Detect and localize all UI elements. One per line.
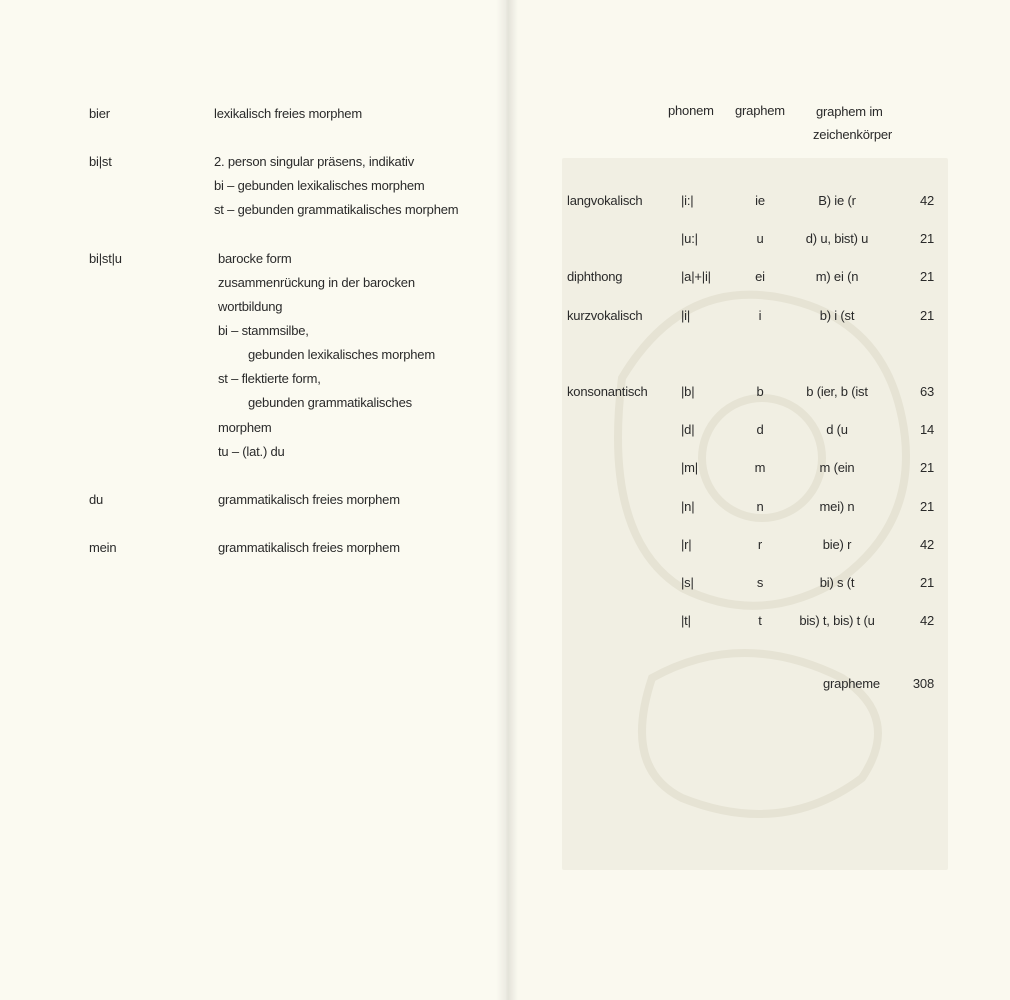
row-count: 21: [919, 308, 934, 323]
book-gutter: [496, 0, 518, 1000]
entry-word-bistu: bi|st|u: [89, 251, 122, 266]
header-graphem: graphem: [735, 103, 785, 118]
row-phonem: |d|: [681, 422, 695, 437]
row-zeichen: m (ein: [819, 460, 855, 475]
row-graphem: s: [756, 575, 764, 590]
row-count: 42: [919, 613, 934, 628]
row-phonem: |a|+|i|: [681, 269, 711, 284]
entry-desc-line: 2. person singular präsens, indikativ: [214, 154, 414, 169]
row-phonem: |m|: [681, 460, 698, 475]
row-graphem: t: [758, 613, 762, 628]
row-phonem: |i|: [681, 308, 691, 323]
entry-word-bist: bi|st: [89, 154, 112, 169]
row-category: diphthong: [567, 269, 623, 284]
row-phonem: |r|: [681, 537, 692, 552]
entry-desc-line: bi – gebunden lexikalisches morphem: [214, 178, 425, 193]
row-zeichen: mei) n: [819, 499, 855, 514]
print-through-woodcut: [562, 158, 948, 870]
entry-desc-line: morphem: [218, 420, 272, 435]
entry-desc-line: gebunden lexikalisches morphem: [248, 347, 435, 362]
header-graphem-im: graphem im: [816, 104, 883, 119]
header-phonem: phonem: [668, 103, 714, 118]
entry-word-mein: mein: [89, 540, 117, 555]
row-graphem: u: [756, 231, 764, 246]
row-zeichen: b (ier, b (ist: [806, 384, 868, 399]
woodcut-image: [562, 158, 948, 870]
row-count: 42: [919, 193, 934, 208]
row-zeichen: bie) r: [822, 537, 852, 552]
row-zeichen: d (u: [826, 422, 848, 437]
row-count: 63: [919, 384, 934, 399]
row-zeichen: d) u, bist) u: [805, 231, 869, 246]
entry-desc-line: gebunden grammatikalisches: [248, 395, 412, 410]
entry-desc-line: tu – (lat.) du: [218, 444, 285, 459]
entry-desc-line: st – gebunden grammatikalisches morphem: [214, 202, 459, 217]
row-phonem: |s|: [681, 575, 694, 590]
row-graphem: n: [756, 499, 764, 514]
row-category: langvokalisch: [567, 193, 643, 208]
row-graphem: b: [756, 384, 764, 399]
row-phonem: |b|: [681, 384, 695, 399]
row-zeichen: m) ei (n: [815, 269, 859, 284]
row-category: konsonantisch: [567, 384, 648, 399]
row-count: 42: [919, 537, 934, 552]
row-phonem: |i:|: [681, 193, 694, 208]
row-graphem: ei: [755, 269, 765, 284]
total-label: grapheme: [823, 676, 880, 691]
row-graphem: d: [756, 422, 764, 437]
row-graphem: m: [754, 460, 766, 475]
row-graphem: ie: [755, 193, 765, 208]
row-count: 21: [919, 269, 934, 284]
row-category: kurzvokalisch: [567, 308, 643, 323]
row-zeichen: b) i (st: [819, 308, 855, 323]
row-count: 21: [919, 231, 934, 246]
row-phonem: |u:|: [681, 231, 698, 246]
entry-word-du: du: [89, 492, 104, 507]
entry-word-bier: bier: [89, 106, 110, 121]
row-count: 21: [919, 499, 934, 514]
row-graphem: i: [758, 308, 762, 323]
row-count: 14: [919, 422, 934, 437]
row-zeichen: bi) s (t: [819, 575, 855, 590]
row-count: 21: [919, 575, 934, 590]
row-count: 21: [919, 460, 934, 475]
row-graphem: r: [757, 537, 763, 552]
row-zeichen: B) ie (r: [818, 193, 856, 208]
entry-desc-line: grammatikalisch freies morphem: [218, 540, 400, 555]
row-phonem: |t|: [681, 613, 691, 628]
entry-desc-line: st – flektierte form,: [218, 371, 321, 386]
entry-desc-line: barocke form: [218, 251, 292, 266]
header-zeichenkoerper: zeichenkörper: [813, 127, 893, 142]
entry-desc-line: wortbildung: [218, 299, 283, 314]
entry-desc-line: grammatikalisch freies morphem: [218, 492, 400, 507]
row-zeichen: bis) t, bis) t (u: [799, 613, 875, 628]
entry-desc-line: zusammenrückung in der barocken: [218, 275, 415, 290]
entry-desc-line: lexikalisch freies morphem: [214, 106, 362, 121]
entry-desc-line: bi – stammsilbe,: [218, 323, 309, 338]
row-phonem: |n|: [681, 499, 695, 514]
total-value: 308: [912, 676, 934, 691]
